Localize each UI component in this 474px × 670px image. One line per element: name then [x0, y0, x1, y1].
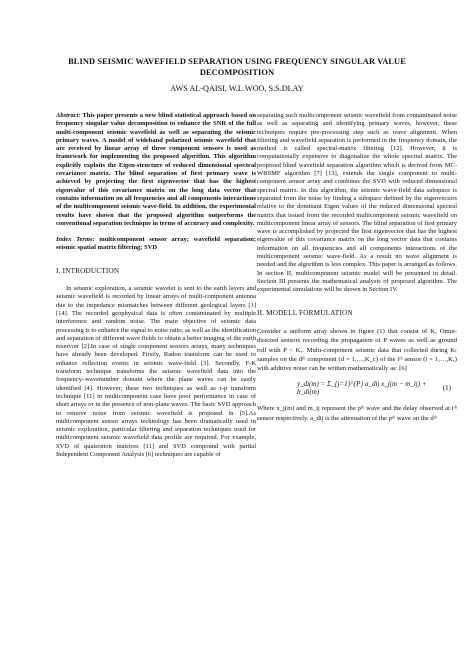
- section-heading-model: II. MODELL FORMULATION: [257, 308, 353, 317]
- abstract-label: Abstract:: [56, 112, 81, 119]
- paper-authors: AWS AL-QAISI, W.L.WOO, S.S.DLAY: [170, 84, 304, 93]
- abstract: [56, 112, 256, 228]
- right-paragraph: separating such multicomponent seismic wavefield from contaminated noise as well as separating and identifying primary waves, however, these techniques require pre-processing step such as wave alignment. When filtering and wavefield separation is performed in the frequency domain, the method is called spectral-matrix filtering [12]. However, it is computationally expensive to diagonalize the whole spectral matrix. The proposed blind wavefield separation algorithm which is derived from MC-WBSMF algorithm [7] [13], extends the single component to multi-component sensor array and combines the SVD with reduced dimensional spectral matrix. In this algorithm, the seismic wave-field data subspace is separated from the noise by finding a subspace defined by the eigenvectors relative to the dominant Eigen values of the reduced dimensional spectral matrix that issued from the recorded multicomponent seismic wavefield on multicomponent linear array of sensors. The blind separation of first primary wave is accomplished by projected the first eigenvector that has the highest eigenvalue of this covariance matrix on the long vector data that contains information on all frequencies and all components interactions of the multicomponent seismic wave-field. As a result no wave alignment is needed and the algorithm is less complex. This paper is arranged as follows. In section II, multicomponent seismic model will be presented in detail. Section III presents the mathematical analysis of proposed algorithm. The experimental simulations will be shown in Section IV.: [257, 112, 457, 294]
- abstract-text: This paper presents a new blind statistical approach based on frequency singular value decomposition to enhance the SNR of the full multi-component seismic wavefield as well as separating the seismic primary waves. A model of wideband polarized seismic wavefield that are received by linear array of three component sensors is used as framework for implementing the proposed algorithm. This algorithm explicitly exploits the Eigen-structure of reduced dimensional spectral covariance matrix. The blind separation of first primary wave is achieved by projecting the first eigenvector that has the highest eigenvalue of this covariance matrix on the long data vector that contains information on all frequencies and all components interactions of the multicomponent seismic wave-field. In addition, the experimental results have shown that the proposed algorithm outperforms the conventional separation technique in terms of accuracy and complexity.: [56, 112, 256, 227]
- index-terms-text: : multicomponent sensor array; wavefield separation; seismic spatial matrix filtering; SVD: [56, 236, 256, 252]
- index-terms: [56, 236, 256, 253]
- model-paragraph: Consider a uniform array shown in figure (1) that consist of Kₓ Omni-directed sensors recording the propagation of P waves as well as ground roll with P < Kₓ. Multi-component seismic data that collected during Kₜ samples on the dᵗʰ component (d = 1,…,K_c) of the iᵗʰ sensor (i = 1,…,Kₓ) with additive noise can be written mathematically as: [6]: [257, 327, 457, 373]
- equation-number: (1): [442, 384, 451, 392]
- equation-body: y_di(m) = Σ_{j=1}^{P} a_dij x_j(m − m_ij) + b_di(m): [297, 379, 427, 397]
- model-paragraph-2: Where x_j(m) and m_ij represent the pᵗʰ wave and the delay observed at iᵗʰ sensor respectively. a_dij is the attenuation of the pᵗʰ wave on the dᵗʰ: [257, 405, 457, 422]
- intro-paragraph: In seismic exploration, a seismic wavelet is sent to the earth layers and seismic wavefield is recorded by linear arrays of multi-component antenna due to the impedance mismatches between different geological layers [1] [14]. The recorded geophysical data is often contaminated by multiple interference and random noise. The main objective of seismic data processing is to enhance the signal to noise ratio, as well as the identification and separation of different wave fields to obtain a better imaging of the earth reservoir [2].In case of single component sensors arrays, many techniques have already been developed. Firstly, Radon transform can be used to enhance reflection events in seismic wave-field [3]. Secondly, F-K transform technique transforms the seismic wavefield data into the frequency–wavenumber domain where the plane waves can be easily identified [4]. However, these two techniques as well as τ-p transform technique [11] in multicomponent case have poor performance in case of short arrays or in the presence of non-plane waves. The basic SVD approach to remove noise from seismic wavefield is proposed in [5].As multicomponent sensor arrays technology has been dramatically used in seismic exploration, particular filtering and separation techniques used for multicomponent seismic wavefield data profile are required. For example, SVD of quaternion matrices [11] and SVD compound with partial Independent Component Analysis [6] techniques are capable of: [56, 285, 257, 458]
- right-column: [257, 112, 457, 429]
- paper-title: BLIND SEISMIC WAVEFIELD SEPARATION USING FREQUENCY SINGULAR VALUE DECOMPOSITION: [68, 57, 406, 77]
- section-heading-introduction: I. INTRODUCTION: [56, 266, 120, 275]
- index-terms-label: Index Terms: [56, 236, 93, 244]
- equation-1: [257, 380, 457, 397]
- left-column: [56, 112, 256, 465]
